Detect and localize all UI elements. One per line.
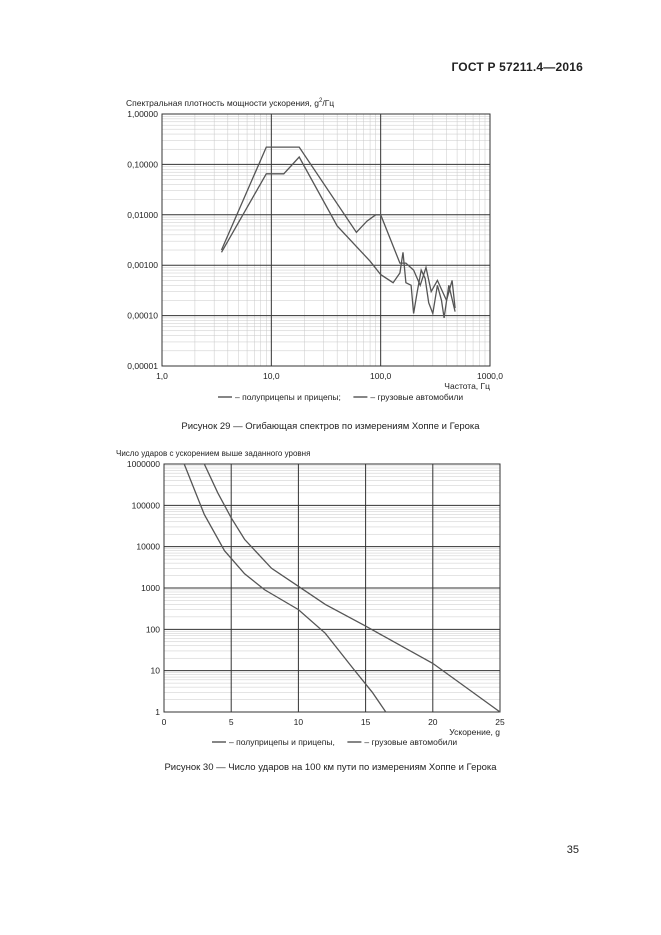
x-tick-label: 25 [495,717,505,727]
y-axis-label: Спектральная плотность мощности ускорения, $g^2/Гц$ [126,98,335,108]
y-tick-label: 0,00001 [127,361,158,371]
x-tick-label: 100,0 [370,371,392,381]
x-tick-label: 15 [360,717,371,727]
figure-29-chart [0,90,661,410]
legend-label-2: – грузовые автомобили [364,737,458,747]
y-tick-label: 100000 [131,500,160,511]
legend-label-1: – полуприцепы и прицепы, [229,737,335,747]
figure-30-caption: Рисунок 30 — Число ударов на 100 км пути по измерениям Хоппе и Герока [164,762,497,773]
page-number: 35 [566,844,579,856]
y-tick-label: 0,10000 [127,159,158,170]
y-tick-label: 100 [145,624,160,635]
y-tick-label: 1,00000 [127,109,158,119]
x-tick-label: 20 [428,717,438,727]
y-tick-label: 1000 [141,583,160,593]
legend-label-1: – полуприцепы и прицепы; [235,392,341,402]
y-tick-label: 0,00100 [127,260,158,271]
series-line-1 [222,157,456,318]
y-tick-label: 10000 [136,541,160,552]
y-tick-label: 0,00010 [127,310,158,321]
plot-frame [162,114,490,366]
x-tick-label: 10 [293,717,304,727]
x-tick-label: 10,0 [263,371,280,381]
x-axis-label: Ускорение, g [449,727,500,737]
x-tick-label: 5 [228,717,234,727]
y-axis-label: Число ударов с ускорением выше заданного уровня [116,449,311,458]
x-tick-label: 1,0 [156,371,168,381]
y-tick-label: 10 [150,665,160,676]
x-tick-label: 0 [161,717,167,727]
y-tick-label: 1000000 [126,459,160,469]
legend-label-2: – грузовые автомобили [370,392,464,402]
y-tick-label: 1 [155,707,160,717]
document-code: ГОСТ Р 57211.4—2016 [451,60,583,74]
x-axis-label: Частота, Гц [444,381,490,391]
figure-30-chart [0,440,661,760]
x-tick-label: 1000,0 [477,371,503,381]
figure-29-caption: Рисунок 29 — Огибающая спектров по измерениям Хоппе и Герока [181,421,480,432]
y-tick-label: 0,01000 [127,209,158,220]
